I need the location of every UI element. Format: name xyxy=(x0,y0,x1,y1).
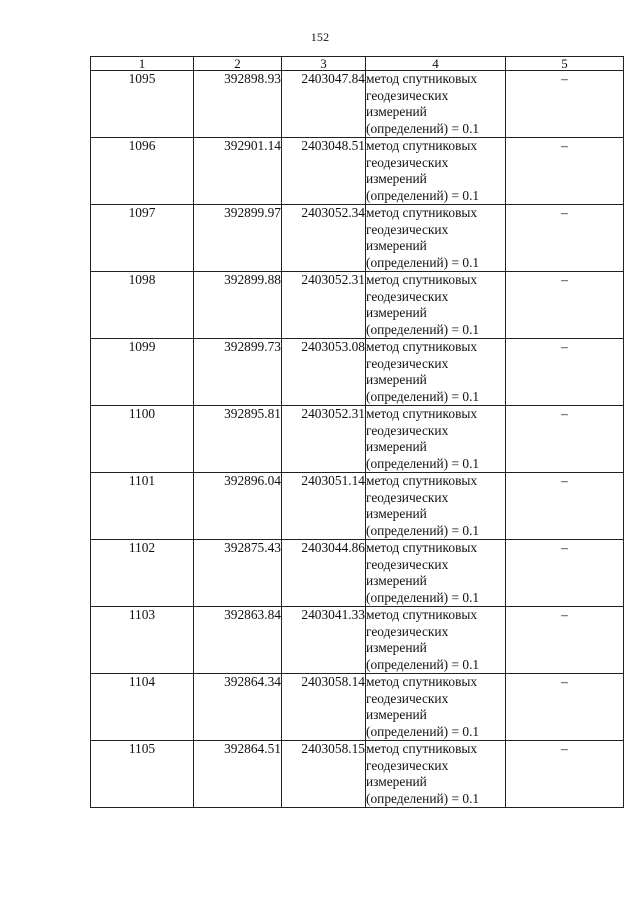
measurement-method xyxy=(366,339,506,406)
method-line: геодезических xyxy=(366,556,449,572)
method-line: (определений) = 0.1 xyxy=(366,723,480,739)
coordinate-x: 392864.34 xyxy=(194,674,282,741)
method-line: геодезических xyxy=(366,690,449,706)
coordinate-x: 392895.81 xyxy=(194,406,282,473)
measurement-method xyxy=(366,138,506,205)
method-line: измерений xyxy=(366,573,427,588)
method-line: (определений) = 0.1 xyxy=(366,522,480,538)
page-number: 152 xyxy=(310,30,330,44)
coordinate-y: 2403052.31 xyxy=(282,272,366,339)
method-line: измерений xyxy=(366,640,427,655)
method-line: (определений) = 0.1 xyxy=(366,656,480,672)
measurement-method xyxy=(366,473,506,540)
measurement-method xyxy=(366,71,506,138)
method-line: метод спутниковых xyxy=(366,540,478,555)
header-col-4: 4 xyxy=(366,57,506,71)
point-number: 1099 xyxy=(91,339,194,406)
note-cell: – xyxy=(506,205,624,272)
method-line: (определений) = 0.1 xyxy=(366,321,480,337)
method-line: геодезических xyxy=(366,288,449,304)
table-row xyxy=(91,205,624,272)
point-number: 1097 xyxy=(91,205,194,272)
coordinates-table xyxy=(90,56,624,808)
table-header-row xyxy=(91,57,624,71)
method-line: измерений xyxy=(366,372,427,387)
method-line: (определений) = 0.1 xyxy=(366,790,480,806)
coordinate-x: 392898.93 xyxy=(194,71,282,138)
coordinate-y: 2403052.31 xyxy=(282,406,366,473)
measurement-method xyxy=(366,607,506,674)
measurement-method xyxy=(366,272,506,339)
table-row xyxy=(91,71,624,138)
method-line: измерений xyxy=(366,439,427,454)
coordinate-y: 2403058.14 xyxy=(282,674,366,741)
method-line: (определений) = 0.1 xyxy=(366,254,480,270)
point-number: 1096 xyxy=(91,138,194,205)
method-line: метод спутниковых xyxy=(366,138,478,153)
method-line: геодезических xyxy=(366,757,449,773)
note-cell: – xyxy=(506,71,624,138)
header-col-5: 5 xyxy=(506,57,624,71)
method-line: измерений xyxy=(366,305,427,320)
method-line: метод спутниковых xyxy=(366,741,478,756)
coordinate-x: 392899.73 xyxy=(194,339,282,406)
method-line: геодезических xyxy=(366,422,449,438)
table-row xyxy=(91,339,624,406)
method-line: метод спутниковых xyxy=(366,339,478,354)
method-line: геодезических xyxy=(366,221,449,237)
point-number: 1098 xyxy=(91,272,194,339)
header-col-3: 3 xyxy=(282,57,366,71)
method-line: измерений xyxy=(366,774,427,789)
coordinate-y: 2403051.14 xyxy=(282,473,366,540)
method-line: геодезических xyxy=(366,355,449,371)
method-line: измерений xyxy=(366,171,427,186)
method-line: измерений xyxy=(366,104,427,119)
table-body xyxy=(91,71,624,808)
coordinate-x: 392864.51 xyxy=(194,741,282,808)
method-line: измерений xyxy=(366,238,427,253)
coordinate-y: 2403053.08 xyxy=(282,339,366,406)
coordinate-y: 2403058.15 xyxy=(282,741,366,808)
method-line: метод спутниковых xyxy=(366,71,478,86)
method-line: метод спутниковых xyxy=(366,473,478,488)
method-line: метод спутниковых xyxy=(366,205,478,220)
coordinate-y: 2403047.84 xyxy=(282,71,366,138)
note-cell: – xyxy=(506,339,624,406)
point-number: 1103 xyxy=(91,607,194,674)
coordinate-y: 2403041.33 xyxy=(282,607,366,674)
measurement-method xyxy=(366,540,506,607)
table-row xyxy=(91,272,624,339)
method-line: (определений) = 0.1 xyxy=(366,455,480,471)
header-col-2: 2 xyxy=(194,57,282,71)
coordinate-y: 2403052.34 xyxy=(282,205,366,272)
note-cell: – xyxy=(506,473,624,540)
coordinate-y: 2403044.86 xyxy=(282,540,366,607)
note-cell: – xyxy=(506,406,624,473)
method-line: метод спутниковых xyxy=(366,607,478,622)
coordinate-x: 392863.84 xyxy=(194,607,282,674)
method-line: геодезических xyxy=(366,87,449,103)
coordinate-x: 392899.97 xyxy=(194,205,282,272)
point-number: 1105 xyxy=(91,741,194,808)
coordinate-y: 2403048.51 xyxy=(282,138,366,205)
method-line: геодезических xyxy=(366,623,449,639)
point-number: 1100 xyxy=(91,406,194,473)
method-line: геодезических xyxy=(366,489,449,505)
point-number: 1104 xyxy=(91,674,194,741)
method-line: (определений) = 0.1 xyxy=(366,120,480,136)
method-line: измерений xyxy=(366,506,427,521)
table-row xyxy=(91,473,624,540)
point-number: 1102 xyxy=(91,540,194,607)
measurement-method xyxy=(366,674,506,741)
note-cell: – xyxy=(506,138,624,205)
coordinate-x: 392901.14 xyxy=(194,138,282,205)
measurement-method xyxy=(366,406,506,473)
header-col-1: 1 xyxy=(91,57,194,71)
method-line: (определений) = 0.1 xyxy=(366,388,480,404)
method-line: (определений) = 0.1 xyxy=(366,589,480,605)
note-cell: – xyxy=(506,540,624,607)
method-line: метод спутниковых xyxy=(366,272,478,287)
coordinate-x: 392875.43 xyxy=(194,540,282,607)
method-line: измерений xyxy=(366,707,427,722)
measurement-method xyxy=(366,741,506,808)
coordinate-x: 392899.88 xyxy=(194,272,282,339)
table-row xyxy=(91,741,624,808)
table-row xyxy=(91,138,624,205)
method-line: метод спутниковых xyxy=(366,674,478,689)
table-row xyxy=(91,674,624,741)
point-number: 1095 xyxy=(91,71,194,138)
table-row xyxy=(91,607,624,674)
note-cell: – xyxy=(506,272,624,339)
note-cell: – xyxy=(506,741,624,808)
table-row xyxy=(91,406,624,473)
method-line: (определений) = 0.1 xyxy=(366,187,480,203)
note-cell: – xyxy=(506,607,624,674)
measurement-method xyxy=(366,205,506,272)
note-cell: – xyxy=(506,674,624,741)
method-line: геодезических xyxy=(366,154,449,170)
table-row xyxy=(91,540,624,607)
coordinate-x: 392896.04 xyxy=(194,473,282,540)
point-number: 1101 xyxy=(91,473,194,540)
method-line: метод спутниковых xyxy=(366,406,478,421)
